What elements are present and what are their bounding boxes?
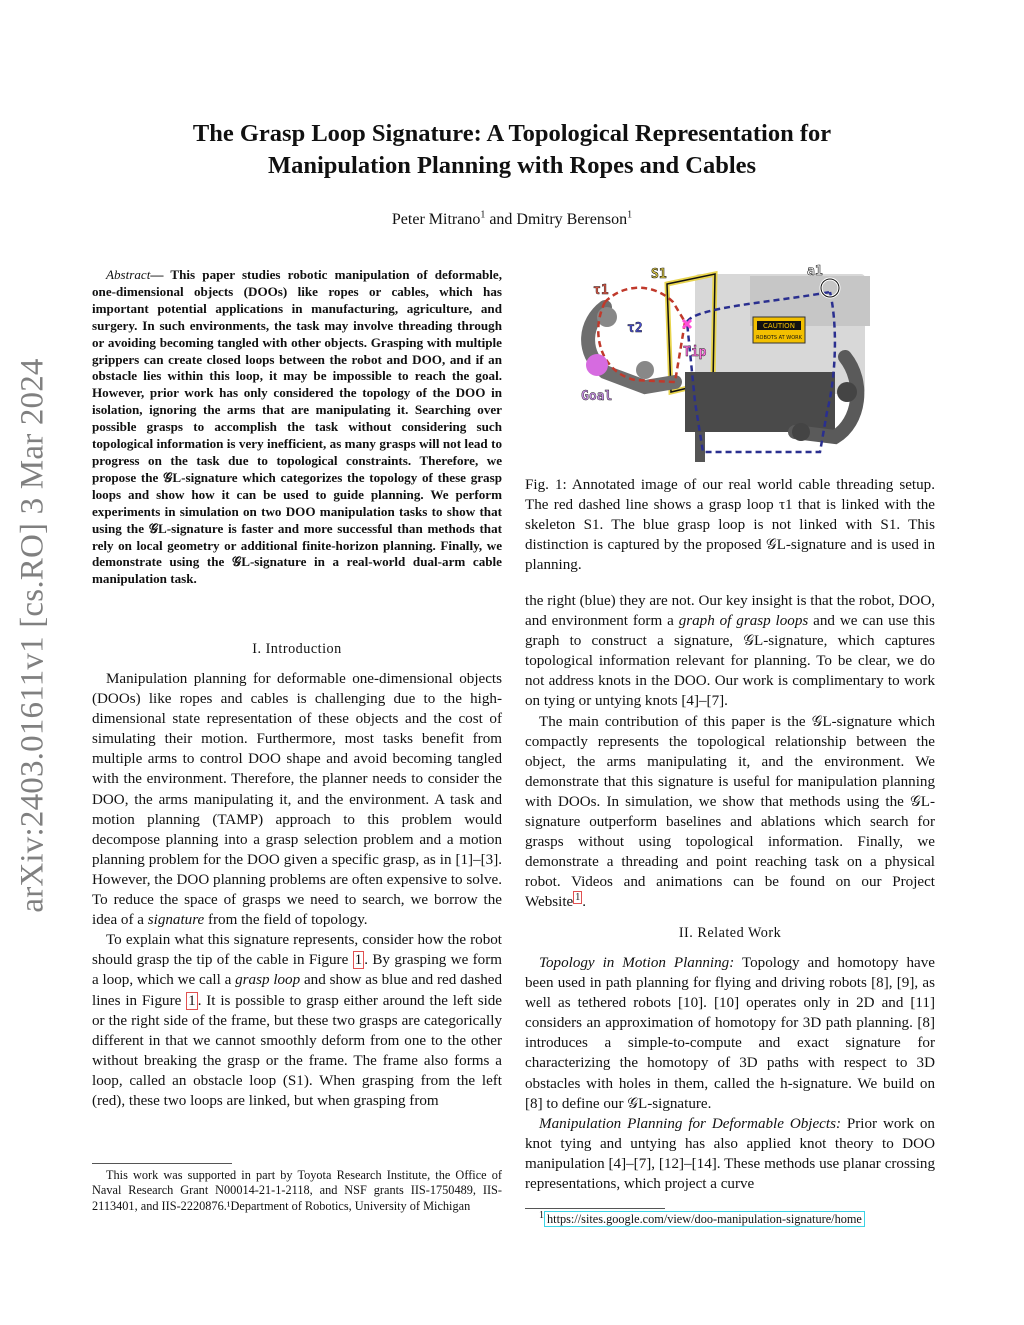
footnote-rule-left — [92, 1163, 232, 1164]
caution-sign-subtext: ROBOTS AT WORK — [756, 335, 802, 341]
footnote-ref-link[interactable]: 1 — [575, 892, 581, 904]
project-website-link[interactable]: https://sites.google.com/view/doo-manipulation-signature/home — [544, 1211, 865, 1227]
related-work-paragraph-1: Topology in Motion Planning: Topology and homotopy have been used in path planning for flying and driving robots [8], [9], as well as tethered robots [10]. [10] operates only in 2D and [11] considers an approximation of homotopy for 3D path planning. [8] introduces a simple-to-compute and exact signature for characterizing the homotopy of 3D paths with respect to 3D obstacles with holes in them, called the h-signature. We build on [8] to define our 𝒢L-signature. — [525, 955, 935, 1112]
right-paragraph-2: The main contribution of this paper is the 𝒢L-signature which compactly represents the topological relationship between the object, the arms manipulating it, and the environment. We demonstrate that this signature is useful for manipulation planning with DOOs. In simulation, we show that methods using the 𝒢L-signature outperform baselines and ablations which search for grasps without using topological information. Finally, we demonstrate a threading and point reaching task on a physical robot. Videos and animations can be found on our Project Website $^1$ . — [525, 713, 935, 911]
subheading-manipulation: Manipulation Planning for Deformable Objects: — [539, 1115, 841, 1132]
subheading-topology: Topology in Motion Planning: — [539, 955, 735, 971]
abstract-label: Abstract — [106, 267, 151, 282]
caution-sign-text: CAUTION — [763, 322, 795, 330]
right-paragraph-1: the right (blue) they are not. Our key insight is that the robot, DOO, and environment form a graph of grasp loops and we can use this graph to construct a signature, 𝒢L-signature, which captures topological information relevant for planning. To be clear, we do not address knots in the DOO. Our work is complimentary to work on tying or untying knots [4]–[7]. — [525, 593, 935, 710]
related-work-paragraph-2: Manipulation Planning for Deformable Objects: Prior work on knot tying and untying has also applied knot theory to DOO manipulation [4]–[7], [12]–[14]. These methods use planar crossing representations, which project a curve — [525, 1115, 935, 1193]
section-heading-related-work: II. Related Work — [678, 925, 782, 941]
arxiv-watermark: arXiv:2403.01611v1 [cs.RO] 3 Mar 2024 — [14, 357, 51, 913]
paper-title — [120, 118, 904, 182]
affil-mark-1: 1 — [480, 209, 486, 221]
label-tau1: τ1 — [593, 283, 609, 298]
intro-paragraph-1: Manipulation planning for deformable one-dimensional objects (DOOs) like ropes and cables is challenging due to the high-dimensional state representation of these objects and the cost of simulating their motion. Furthermore, most tasks benefit from multiple arms to control DOO shape and avoid becoming tangled with the environment. Therefore, the planner needs to consider the DOO, the arms manipulating it, and the environment. A task and motion planning (TAMP) approach to this problem would decompose planning into a grasp selection problem and a motion planning problem for the DOO given a specific grasp, as in [1]–[3]. However, the DOO planning problems are often expensive to solve. To reduce the space of grasps we need to search, we borrow the idea of a signature from the field of topology. — [92, 671, 502, 929]
footnote-mark: 1 — [539, 1209, 544, 1221]
abstract-dash: — — [150, 267, 164, 282]
figure-1-image — [575, 262, 885, 472]
label-a1: a1 — [807, 264, 823, 279]
label-tau2: τ2 — [627, 321, 643, 336]
label-tip: Tip — [683, 345, 707, 360]
table — [685, 372, 835, 432]
figure-1-caption: Fig. 1: Annotated image of our real world cable threading setup. The red dashed line shows a grasp loop τ1 that is linked with the skeleton S1. The blue grasp loop is not linked with S1. This distinction is captured by the proposed 𝒢L-signature and is used in planning. — [525, 477, 935, 574]
related-work-body — [525, 953, 935, 1194]
goal-marker — [586, 354, 608, 376]
author-1: Peter Mitrano — [391, 211, 481, 228]
funding-footnote: This work was supported in part by Toyota Research Institute, the Office of Naval Research Grant N00014-21-1-2118, and NSF grants IIS-1750489, IIS-2113401, and IIS-2220876.¹Department of Robotics, University of Michigan — [92, 1168, 502, 1213]
label-goal: Goal — [581, 389, 613, 404]
right-column-body — [525, 591, 935, 913]
title-line-1: The Grasp Loop Signature: A Topological Representation for — [192, 120, 832, 147]
introduction-body — [92, 669, 502, 1111]
website-footnote — [539, 1209, 939, 1227]
figure-ref-link-2[interactable]: 1 — [188, 992, 196, 1009]
affil-mark-2: 1 — [627, 209, 633, 221]
abstract-text: This paper studies robotic manipulation of deformable, one-dimensional objects (DOOs) like ropes or cables, which has important potential applications in manufacturing, agriculture, and surgery. In such environments, the task may involve threading through or avoiding becoming tangled with other objects. Grasping with multiple grippers can create closed loops between the robot and DOO, and if an obstacle lies within this loop, it may be impossible to reach the goal. However, prior work has only considered the topology of the DOO in isolation, ignoring the arms that are manipulating it. Searching over possible grasps to accomplish the task without considering such topological information is very inefficient, as many grasps will not lead to progress on the task due to topological constraints. Therefore, we propose the 𝒢L-signature which categorizes the topology of these grasp loops and show how it can be used to guide planning. We perform experiments in simulation on two DOO manipulation tasks to show that using the 𝒢L-signature is faster and more successful than methods that rely on local geometry or additional finite-horizon planning. Finally, we demonstrate using the 𝒢L-signature in a real-world dual-arm cable manipulation task. — [92, 267, 502, 587]
authors — [120, 211, 904, 229]
section-heading-introduction: I. Introduction — [252, 641, 342, 657]
author-2: and Dmitry Berenson — [489, 211, 628, 228]
label-s1: S1 — [651, 267, 667, 282]
footnote-rule-right — [525, 1208, 665, 1209]
intro-emphasis-grasp-loop: grasp loop — [235, 972, 301, 989]
emphasis-graph-of-grasp-loops: graph of grasp loops — [678, 613, 809, 630]
intro-paragraph-2: To explain what this signature represents, consider how the robot should grasp the tip of the cable in Figure 1 . By grasping we form a loop, which we call a grasp loop and show as blue and red dashed lines in Figure 1 . It is possible to grasp either around the left side or the right side of the frame, but these two grasps are categorically different in that we cannot smoothly deform from one to the other without breaking the grasp or the frame. The frame also forms a loop, called an obstacle loop (S1). When grasping from the left (red), these two loops are linked, but when grasping from — [92, 932, 503, 1109]
title-line-2: Manipulation Planning with Ropes and Cables — [267, 152, 757, 179]
abstract — [92, 267, 502, 588]
figure-ref-link-1[interactable]: 1 — [354, 952, 363, 969]
intro-emphasis-signature: signature — [147, 912, 205, 929]
